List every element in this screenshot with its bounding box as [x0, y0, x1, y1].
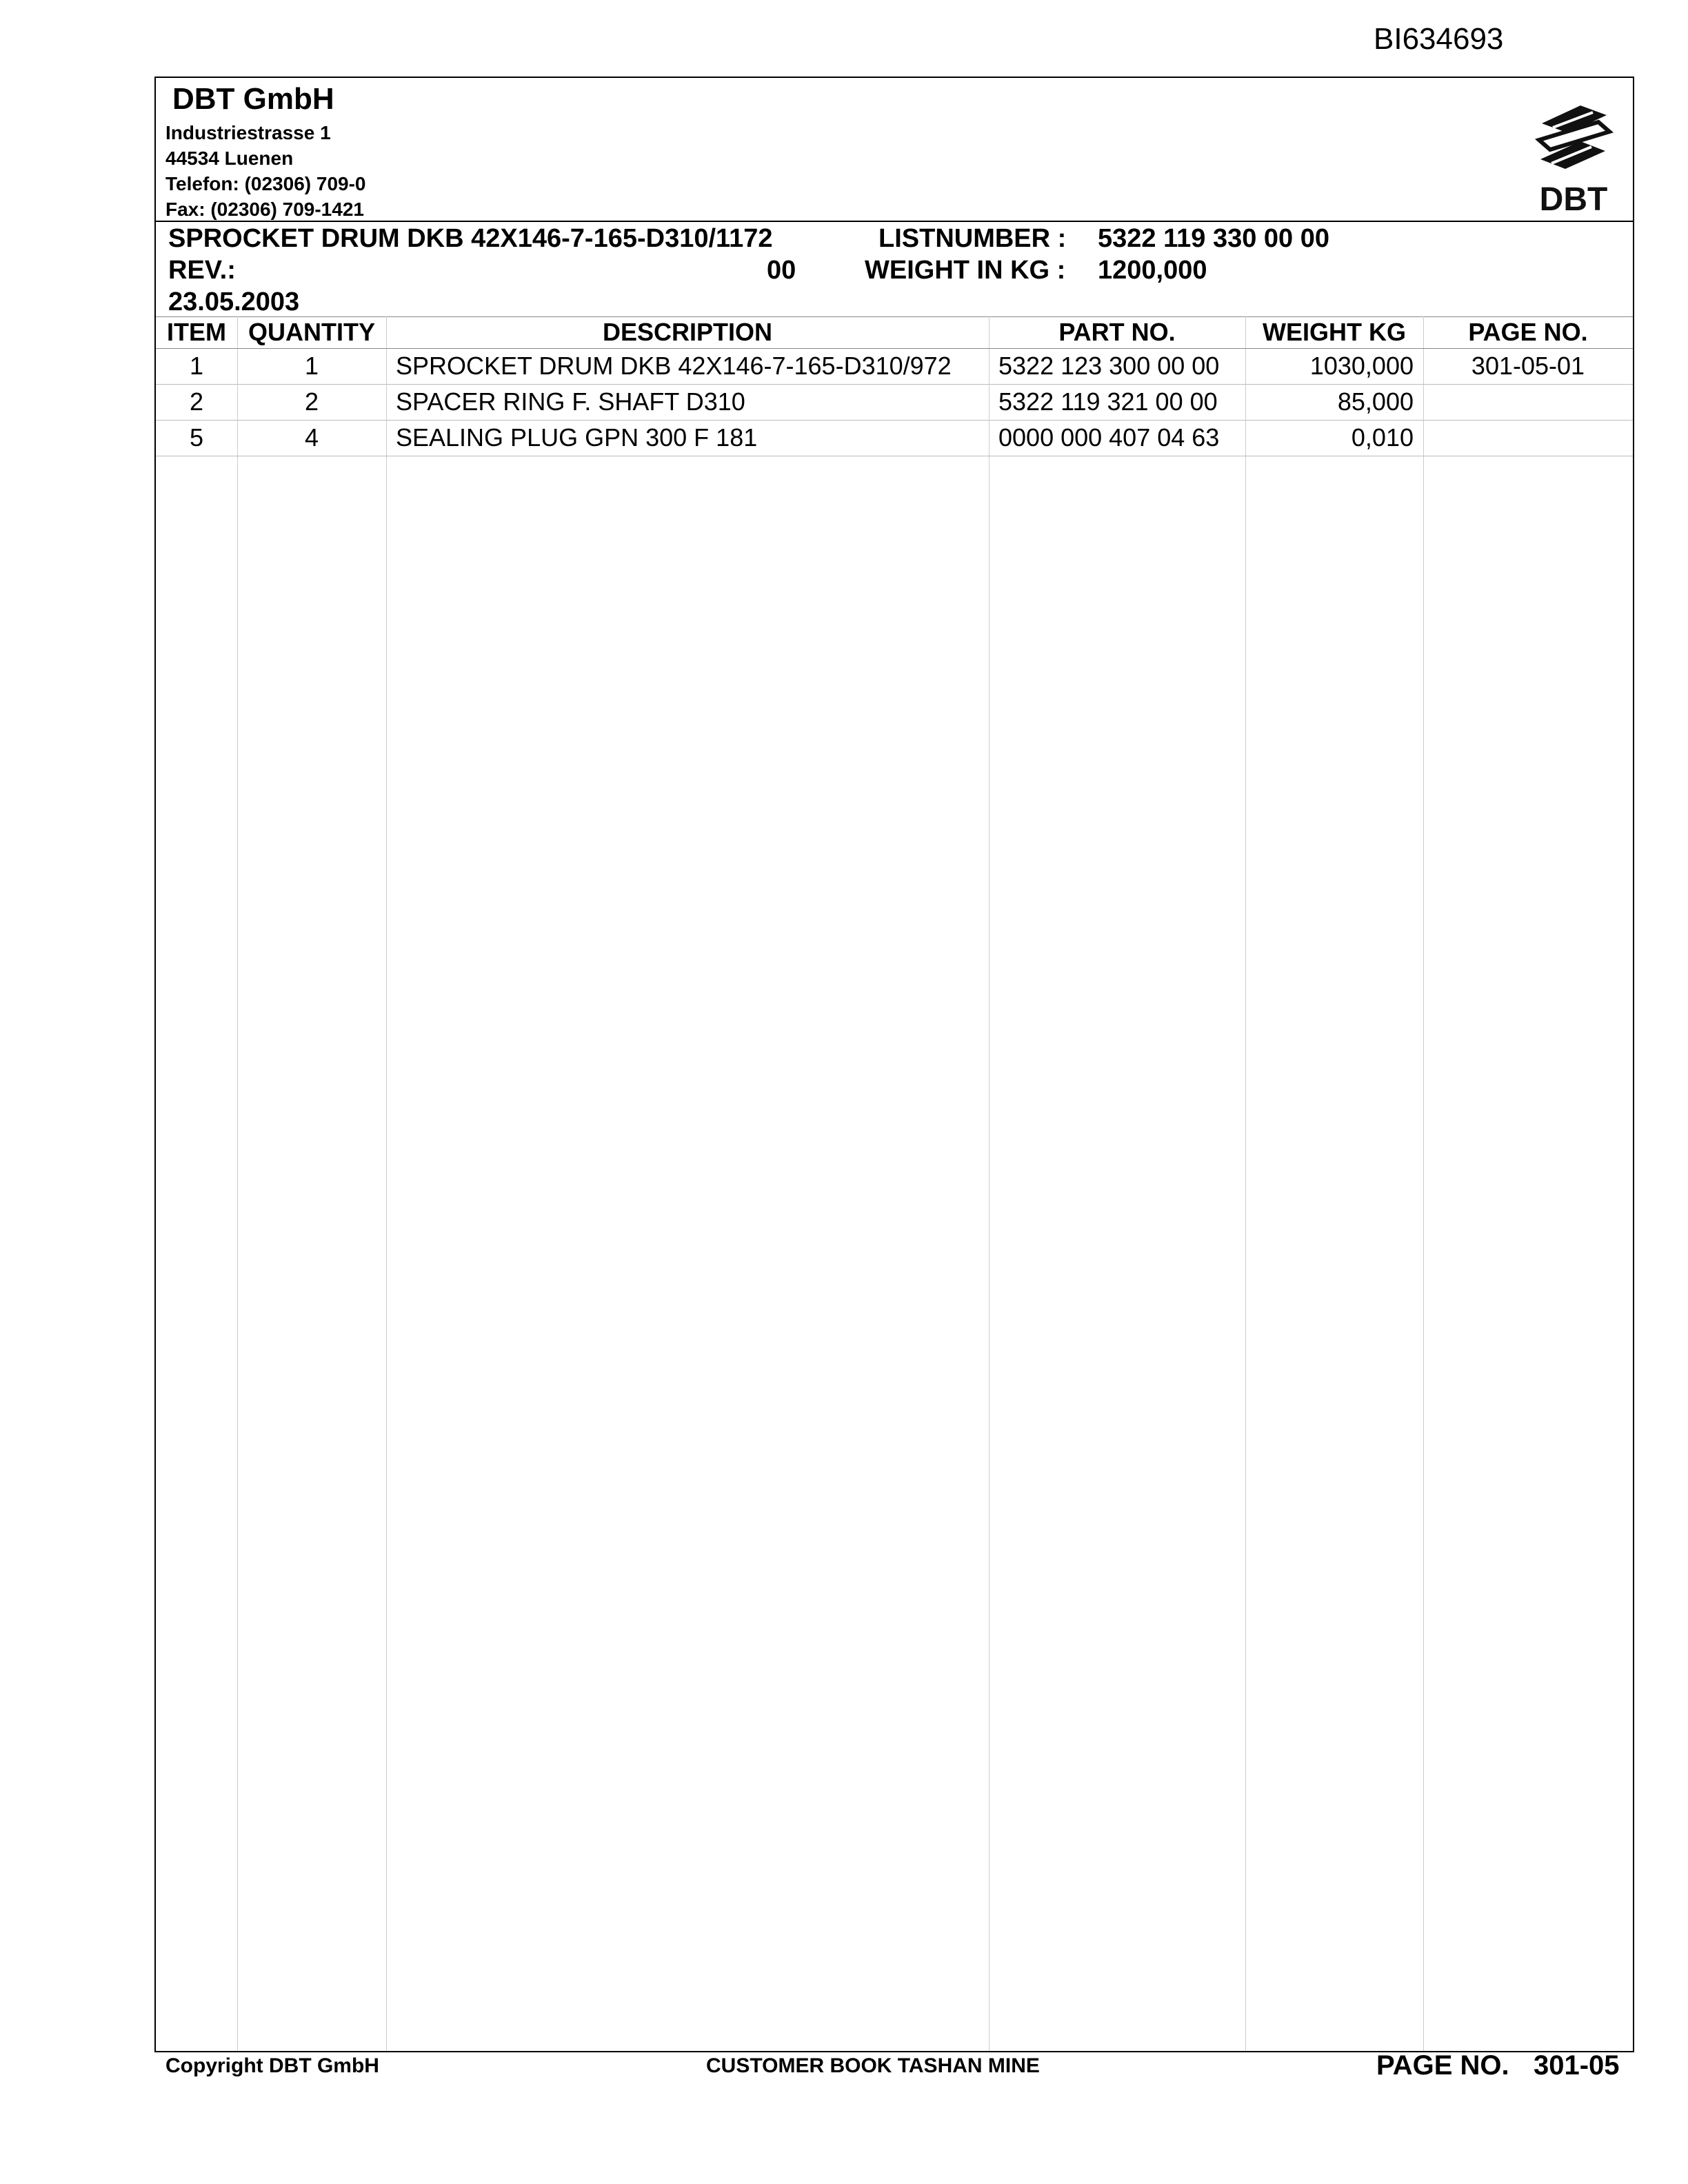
weight-label: WEIGHT IN KG :	[865, 256, 1066, 285]
cell-page-link[interactable]: 301-05-01	[1423, 348, 1633, 384]
cell-item: 2	[156, 384, 237, 420]
cell-weight: 0,010	[1245, 420, 1423, 456]
table-row	[156, 384, 1633, 420]
cell-weight: 1030,000	[1245, 348, 1423, 384]
cell-part-no: 0000 000 407 04 63	[989, 420, 1245, 456]
cell-page	[1423, 420, 1633, 456]
address-phone: Telefon: (02306) 709-0	[165, 173, 366, 194]
address-city: 44534 Luenen	[165, 148, 294, 169]
company-address	[165, 121, 366, 223]
table-row	[156, 420, 1633, 456]
header-divider	[156, 221, 1633, 222]
cell-description: SPACER RING F. SHAFT D310	[386, 384, 989, 420]
logo-text: DBT	[1539, 181, 1608, 217]
cell-quantity: 4	[237, 420, 386, 456]
table-header-row	[156, 316, 1633, 348]
column-header-page: PAGE NO.	[1423, 316, 1633, 348]
column-header-description: DESCRIPTION	[386, 316, 989, 348]
cell-weight: 85,000	[1245, 384, 1423, 420]
column-header-part-no: PART NO.	[989, 316, 1245, 348]
address-fax: Fax: (02306) 709-1421	[165, 199, 364, 220]
cell-description: SPROCKET DRUM DKB 42X146-7-165-D310/972	[386, 348, 989, 384]
cell-page	[1423, 384, 1633, 420]
listnumber-value: 5322 119 330 00 00	[1098, 224, 1330, 253]
column-divider	[237, 316, 238, 2051]
column-header-weight: WEIGHT KG	[1245, 316, 1423, 348]
cell-part-no: 5322 119 321 00 00	[989, 384, 1245, 420]
cell-item: 5	[156, 420, 237, 456]
cell-description: SEALING PLUG GPN 300 F 181	[386, 420, 989, 456]
column-divider	[386, 316, 387, 2051]
weight-value: 1200,000	[1098, 256, 1207, 285]
address-street: Industriestrasse 1	[165, 122, 331, 143]
cell-quantity: 1	[237, 348, 386, 384]
parts-table	[156, 316, 1633, 456]
cell-quantity: 2	[237, 384, 386, 420]
rev-value: 00	[767, 256, 796, 285]
cell-part-no: 5322 123 300 00 00	[989, 348, 1245, 384]
footer-copyright: Copyright DBT GmbH	[165, 2054, 379, 2077]
column-header-item: ITEM	[156, 316, 237, 348]
assembly-title: SPROCKET DRUM DKB 42X146-7-165-D310/1172	[168, 224, 773, 253]
document-id: BI634693	[1374, 22, 1504, 56]
column-header-quantity: QUANTITY	[237, 316, 386, 348]
company-name: DBT GmbH	[172, 82, 334, 116]
table-row	[156, 348, 1633, 384]
column-divider	[1423, 316, 1424, 2051]
footer-page-number: 301-05	[1534, 2050, 1620, 2081]
footer-page-label: PAGE NO.	[1376, 2050, 1509, 2081]
cell-item: 1	[156, 348, 237, 384]
listnumber-label: LISTNUMBER :	[878, 224, 1067, 253]
parts-list-sheet	[154, 77, 1634, 2052]
column-divider	[1245, 316, 1246, 2051]
footer-book-title: CUSTOMER BOOK TASHAN MINE	[706, 2054, 1040, 2077]
dbt-logo	[1532, 96, 1615, 217]
revision-date: 23.05.2003	[168, 287, 300, 316]
rev-label: REV.:	[168, 256, 236, 285]
